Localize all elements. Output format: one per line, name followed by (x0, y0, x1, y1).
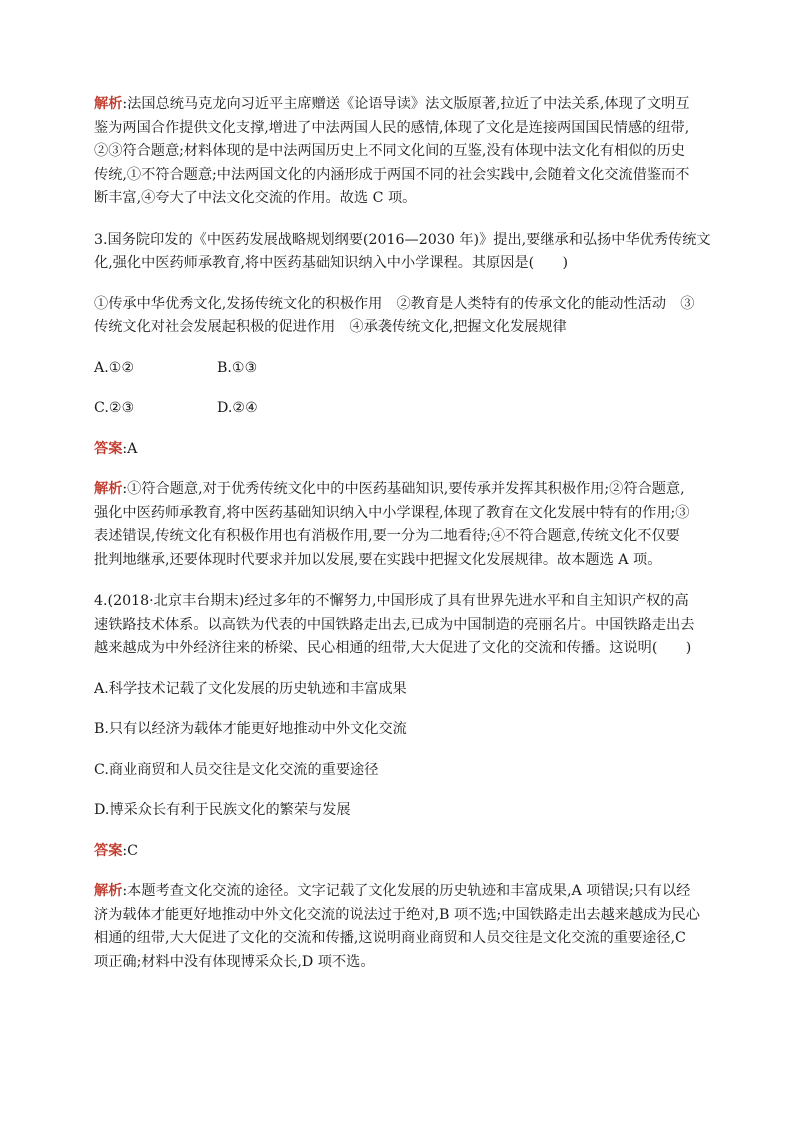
option-d: D.②④ (217, 400, 258, 416)
option-b: B.①③ (217, 359, 258, 376)
stem-line: 化,强化中医药师承教育,将中医药基础知识纳入中小学课程。其原因是( ) (94, 255, 569, 271)
statement-line: 传统文化对社会发展起积极的促进作用 ④承袭传统文化,把握文化发展规律 (94, 319, 567, 335)
analysis-text-line: ②③符合题意;材料体现的是中法两国历史上不同文化间的互鉴,没有体现中法文化有相似的历史 (94, 143, 685, 159)
q3-stem (94, 229, 711, 276)
q4-analysis (94, 880, 700, 974)
stem-line: 4.(2018·北京丰台期末)经过多年的不懈努力,中国形成了具有世界先进水平和自主知识产权的高 (94, 593, 689, 609)
analysis-text-line: 项正确;材料中没有体现博采众长,D 项不选。 (94, 953, 375, 970)
answer-label: 答案 (94, 440, 123, 457)
analysis-text-line: :法国总统马克龙向习近平主席赠送《论语导读》法文版原著,拉近了中法关系,体现了文明互 (122, 96, 690, 112)
analysis-label: 解析 (94, 883, 123, 899)
option-a: A.①② (94, 359, 135, 376)
stem-line: 速铁路技术体系。以高铁为代表的中国铁路走出去,已成为中国制造的亮丽名片。中国铁路走出去 (94, 616, 695, 633)
analysis-text-line: 相通的纽带,大大促进了文化的交流和传播,这说明商业商贸和人员交往是文化交流的重要途径,C (94, 930, 686, 946)
q3-options-row-1 (94, 357, 700, 381)
answer-value: :A (122, 440, 138, 457)
q3-answer (94, 438, 700, 462)
option-a: A.科学技术记载了文化发展的历史轨迹和丰富成果 (94, 680, 407, 697)
analysis-text-line: 表述错误,传统文化有积极作用也有消极作用,要一分为二地看待;④不符合题意,传统文化不仅要 (94, 528, 680, 544)
statement-line: ①传承中华优秀文化,发扬传统文化的积极作用 ②教育是人类特有的传承文化的能动性活动 ③ (94, 295, 695, 312)
option-d: D.博采众长有利于民族文化的繁荣与发展 (94, 802, 351, 818)
document-page (94, 93, 711, 974)
analysis-text-line: 传统,①不符合题意;中法两国文化的内涵形成于两国不同的社会实践中,会随着文化交流借鉴而不 (94, 166, 690, 183)
analysis-label: 解析 (94, 481, 123, 497)
option-b: B.只有以经济为载体才能更好地推动中外文化交流 (94, 721, 407, 737)
analysis-label: 解析 (94, 96, 123, 112)
stem-line: 3.国务院印发的《中医药发展战略规划纲要(2016—2030 年)》提出,要继承和弘扬中华优秀传统文 (94, 231, 711, 248)
option-c: C.商业商贸和人员交往是文化交流的重要途径 (94, 761, 379, 778)
analysis-text-line: :本题考查文化交流的途径。文字记载了文化发展的历史轨迹和丰富成果,A 项错误;只有以经 (122, 883, 691, 899)
analysis-text-line: 强化中医药师承教育,将中医药基础知识纳入中小学课程,体现了教育在文化发展中特有的作用;③ (94, 504, 690, 521)
q2-analysis (94, 93, 700, 211)
q3-analysis (94, 478, 700, 572)
analysis-text-line: 济为载体才能更好地推动中外文化交流的说法过于绝对,B 项不选;中国铁路走出去越来越成为民心 (94, 906, 700, 923)
q3-options-row-2 (94, 397, 700, 421)
analysis-text-line: 批判地继承,还要体现时代要求并加以发展,要在实践中把握文化发展规律。故本题选 A 项。 (94, 551, 662, 568)
answer-label: 答案 (94, 842, 123, 859)
analysis-text-line: :①符合题意,对于优秀传统文化中的中医药基础知识,要传承并发挥其积极作用;②符合题意, (122, 481, 685, 497)
q4-stem (94, 590, 700, 661)
q4-answer (94, 840, 700, 864)
answer-value: :C (122, 842, 139, 859)
q3-statements (94, 293, 700, 340)
option-c: C.②③ (94, 400, 135, 416)
stem-line: 越来越成为中外经济往来的桥梁、民心相通的纽带,大大促进了文化的交流和传播。这说明( ) (94, 640, 692, 656)
analysis-text-line: 断丰富,④夸大了中法文化交流的作用。故选 C 项。 (94, 190, 417, 206)
analysis-text-line: 鉴为两国合作提供文化支撑,增进了中法两国人民的感情,体现了文化是连接两国国民情感的纽带, (94, 119, 690, 136)
